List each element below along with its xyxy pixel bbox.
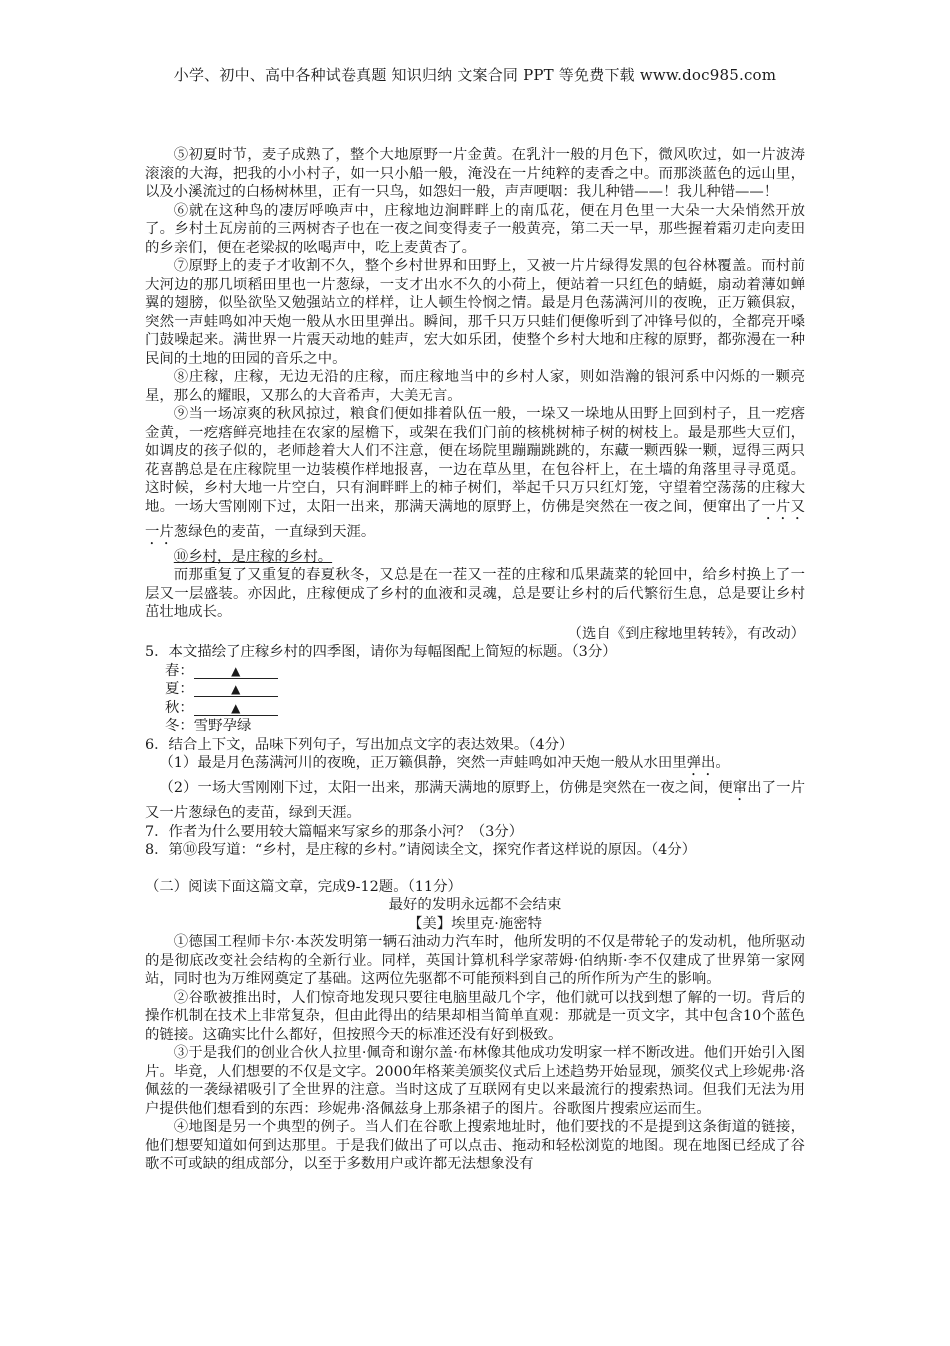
closing-paragraph: 而那重复了又重复的春夏秋冬，又总是在一茬又一茬的庄稼和瓜果蔬菜的轮回中，给乡村换上了一层又一层盛装。亦因此，庄稼便成了乡村的血液和灵魂，总是要让乡村的后代繁衍生息，总是要让乡村茁壮地成长。	[145, 567, 805, 620]
question-7: 7．作者为什么要用较大篇幅来写家乡的那条小河？（3分）	[145, 823, 524, 840]
page-header: 小学、初中、高中各种试卷真题 知识归纳 文案合同 PPT 等免费下载 www.doc985.com	[173, 66, 777, 84]
paragraph-10	[145, 548, 805, 567]
question-5: 5．本文描绘了庄稼乡村的四季图，请你为每幅图配上简短的标题。（3分）	[145, 644, 617, 660]
season-spring	[165, 662, 805, 681]
q6-2-tail: 出了一片又一片葱绿色的麦苗，绿到天涯。	[145, 780, 805, 821]
q6-1-dotted: 弹出	[686, 755, 716, 771]
q6-1-tail: 。	[715, 755, 730, 771]
article-paragraph-2: ②谷歌被推出时，人们惊奇地发现只要往电脑里敲几个字，他们就可以找到想了解的一切。背后的操作机制在技术上非常复杂，但由此得出的结果却相当简单直观：那就是一页文字，其中包含10个蓝色的链接。这确实比什么都好，但按照今天的标准还没有好到极致。	[145, 989, 805, 1043]
section-2-intro: （二）阅读下面这篇文章，完成9-12题。（11分）	[145, 878, 462, 895]
season-winter: 冬：雪野孕绿	[165, 718, 252, 734]
question-8: 8．第⑩段写道：“乡村，是庄稼的乡村。”请阅读全文，探究作者这样说的原因。（4分）	[145, 842, 697, 858]
section-gap	[145, 860, 805, 878]
document-body	[145, 146, 805, 1174]
paragraph-10-underlined: ⑩乡村，是庄稼的乡村。	[173, 548, 333, 565]
season-label: 秋：	[165, 699, 194, 716]
article-paragraph-1: ①德国工程师卡尔·本茨发明第一辆石油动力汽车时，他所发明的不仅是带轮子的发动机，他所驱动的是彻底改变社会结构的全新行业。同样，英国计算机科学家蒂姆·伯纳斯·李不仅建成了世界第一家网站，同时也为万维网奠定了基础。这两位先驱都不可能预料到自己的所作所为产生的影响。	[145, 934, 805, 987]
paragraph-9	[145, 405, 805, 548]
question-6-item-2	[145, 779, 805, 823]
season-autumn	[165, 699, 805, 718]
paragraph-8: ⑧庄稼，庄稼，无边无沿的庄稼，而庄稼地当中的乡村人家，则如浩瀚的银河系中闪烁的一颗亮星，那么的耀眼，又那么的大音希声，大美无言。	[145, 369, 805, 404]
article-paragraph-3: ③于是我们的创业合伙人拉里·佩奇和谢尔盖·布林像其他成功发明家一样不断改进。他们开始引入图片。毕竟，人们想要的不仅是文字。2000年格莱美颁奖仪式后上述趋势开始显现，颁奖仪式上珍妮弗·洛佩兹的一袭绿裙吸引了全世界的注意。当时这成了互联网有史以来最流行的搜索热词。但我们无法为用户提供他们想看到的东西：珍妮弗·洛佩兹身上那条裙子的图片。谷歌图片搜索应运而生。	[145, 1045, 805, 1117]
paragraph-6: ⑥就在这种鸟的凄厉呼唤声中，庄稼地边涧畔畔上的南瓜花，便在月色里一大朵一大朵悄然开放了。乡村土瓦房前的三两树杏子也在一夜之间变得麦子一般黄亮，第二天一早，那些握着霜刃走向麦田的乡亲们，便在老梁叔的吆喝声中，吃上麦黄杏了。	[145, 202, 805, 256]
question-6-item-1	[145, 754, 805, 779]
q6-2-dotted: 窜	[732, 780, 748, 796]
article-author: 【美】埃里克·施密特	[407, 915, 543, 932]
question-6: 6．结合上下文，品味下列句子，写出加点文字的表达效果。（4分）	[145, 736, 574, 753]
article-paragraph-4: ④地图是另一个典型的例子。当人们在谷歌上搜索地址时，他们要找的不是提到这条街道的链接，他们想要知道如何到达那里。于是我们做出了可以点击、拖动和轻松浏览的地图。现在地图已经成了谷歌不可或缺的组成部分，以至于多数用户或许都无法想象没有	[145, 1119, 805, 1172]
article-title: 最好的发明永远都不会结束	[388, 897, 562, 913]
q6-1-text: （1）最是月色荡满河川的夜晚，正万籁俱静，突然一声蛙鸣如冲天炮一般从水田里	[159, 755, 687, 771]
paragraph-9-tail: 葱绿色的麦苗，一直绿到天涯。	[173, 523, 376, 540]
source-citation: （选自《到庄稼地里转转》，有改动）	[567, 625, 805, 642]
answer-blank[interactable]: ▲	[194, 682, 278, 697]
answer-blank[interactable]: ▲	[194, 664, 278, 679]
q6-2-text: （2）一场大雪刚刚下过，太阳一出来，那满天满地的原野上，仿佛是突然在一夜之间，便	[159, 780, 733, 796]
paragraph-9-dotted: 一片又一片	[145, 498, 805, 540]
season-label: 春：	[165, 662, 194, 679]
answer-blank[interactable]: ▲	[194, 701, 278, 716]
paragraph-9-text: ⑨当一场凉爽的秋风掠过，粮食们便如排着队伍一般，一垛又一垛地从田野上回到村子，且一疙瘩金黄，一疙瘩鲜亮地挂在农家的屋檐下，或架在我们门前的核桃树柿子树的树枝上。最是那些大豆们，如调皮的孩子似的，老师趁着大人们不注意，便在场院里蹦蹦跳跳的，东藏一颗西躲一颗，逗得三两只花喜鹊总是在庄稼院里一边装模作样地报喜，一边在草丛里，在包谷杆上，在土墙的角落里寻寻觅觅。这时候，乡村大地一片空白，只有涧畔畔上的柿子树们，举起千只万只红灯笼，守望着空荡荡的庄稼大地。一场大雪刚刚下过，太阳一出来，那满天满地的原野上，仿佛是突然在一夜之间，便窜出了	[145, 406, 805, 515]
paragraph-7: ⑦原野上的麦子才收割不久，整个乡村世界和田野上，又被一片片绿得发黑的包谷林覆盖。而村前大河边的那几顷稻田里也一片葱绿，一支才出水不久的小荷上，便站着一只红色的蜻蜓，扇动着薄如蝉翼的翅膀，似坠欲坠又勉强站立的样样，让人顿生怜悯之情。最是月色荡满河川的夜晚，正万籁俱寂，突然一声蛙鸣如冲天炮一般从水田里弹出。瞬间，那千只万只蛙们便像听到了冲锋号似的，全都亮开嗓门鼓噪起来。满世界一片震天动地的蛙声，宏大如乐团，使整个乡村大地和庄稼的原野，都弥漫在一种民间的土地的田园的音乐之中。	[145, 258, 805, 367]
season-label: 夏：	[165, 681, 194, 697]
season-summer	[165, 680, 805, 699]
paragraph-5: ⑤初夏时节，麦子成熟了，整个大地原野一片金黄。在乳汁一般的月色下，微风吹过，如一片波涛滚滚的大海，把我的小小村子，如一只小船一般，淹没在一片纯粹的麦香之中。而那淡蓝色的远山里，以及小溪流过的白杨树林里，正有一只鸟，如怨妇一般，声声哽咽：我儿种错——！我儿种错——！	[145, 147, 805, 200]
